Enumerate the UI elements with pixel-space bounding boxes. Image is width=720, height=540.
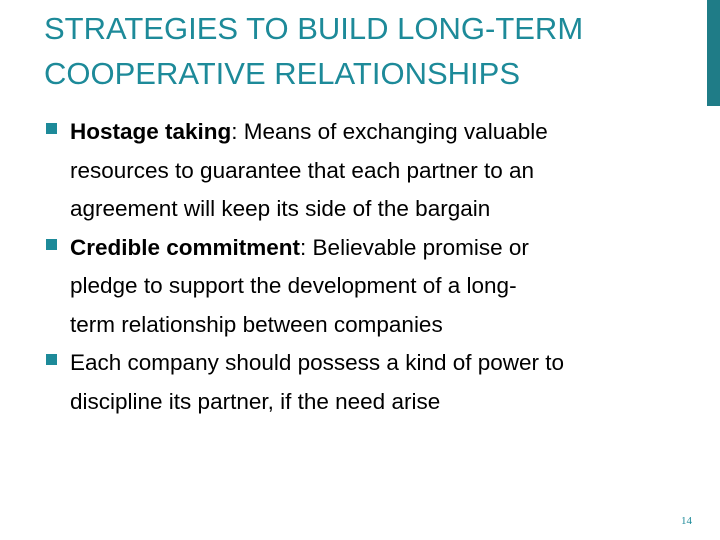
bullet-line: term relationship between companies [70,311,443,337]
bullet-line: agreement will keep its side of the bargain [70,196,491,221]
slide-title [44,6,664,96]
bullet-line [70,344,684,383]
bullet-item-power-to-discipline [44,344,684,421]
bullet-text: Each company should possess a kind of power to [70,350,565,375]
square-bullet-icon [46,239,57,250]
bullet-text: : Means of exchanging valuable [231,119,548,144]
accent-bar [707,0,720,106]
title-line-1: STRATEGIES TO BUILD LONG-TERM [44,11,584,46]
bullet-term: Hostage taking [70,119,232,144]
bullet-list [44,113,684,421]
bullet-line: resources to guarantee that each partner to an [70,157,535,183]
bullet-term: Credible commitment [70,234,301,260]
bullet-line [70,229,684,268]
title-line-2: COOPERATIVE RELATIONSHIPS [44,56,521,91]
bullet-line [70,113,684,152]
bullet-item-hostage-taking [44,113,684,229]
square-bullet-icon [46,354,57,365]
bullet-line: discipline its partner, if the need arise [70,388,441,414]
bullet-text: : Believable promise or [300,234,529,260]
bullet-line: pledge to support the development of a long- [70,273,517,298]
square-bullet-icon [46,123,57,134]
page-number: 14 [681,515,692,527]
bullet-item-credible-commitment [44,229,684,345]
